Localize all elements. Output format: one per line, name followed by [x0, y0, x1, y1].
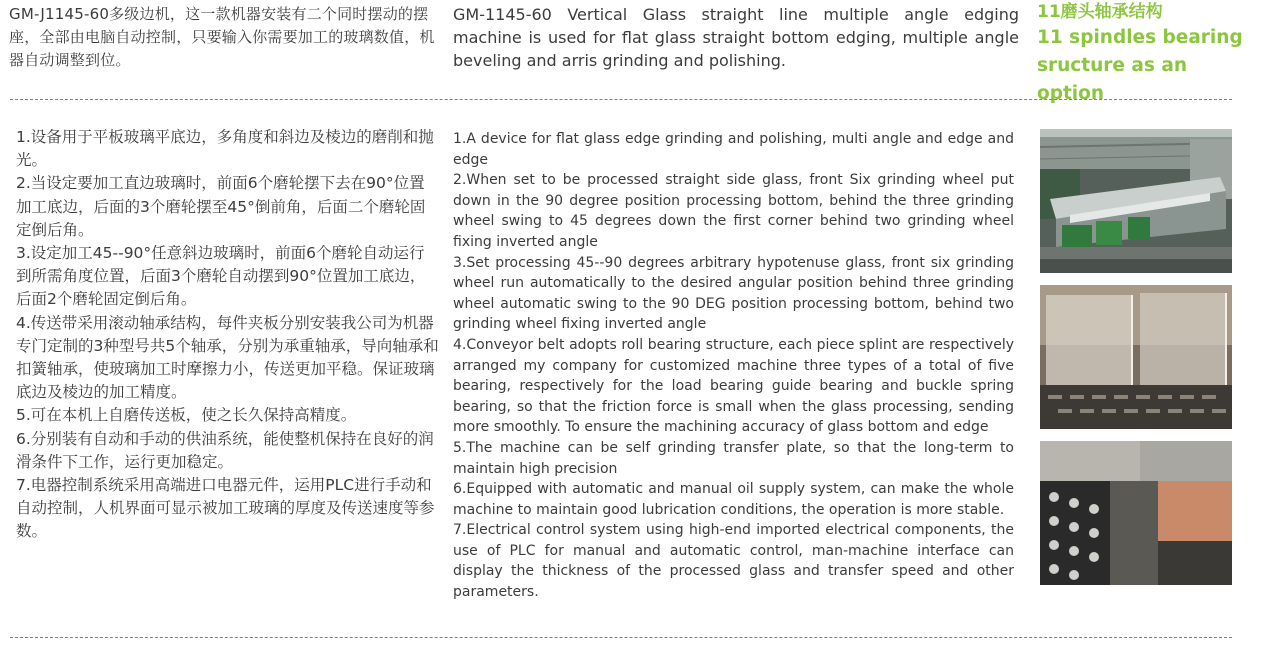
features-list-chinese [16, 126, 440, 544]
feature-zh-3: 3.设定加工45--90°任意斜边玻璃时，前面6个磨轮自动运行到所需角度位置，后面3个磨轮自动摆到90°位置加工底边，后面2个磨轮固定倒后角。 [16, 244, 426, 309]
feature-zh-6: 6.分别装有自动和手动的供油系统，能使整机保持在良好的润滑条件下工作，运行更加稳定。 [16, 429, 434, 471]
feature-zh-7: 7.电器控制系统采用高端进口电器元件，运用PLC进行手动和自动控制，人机界面可显示被加工玻璃的厚度及传送速度等参数。 [16, 476, 435, 541]
feature-en-2: 2.When set to be processed straight side glass, front Six grinding wheel put down in the 90 degree position processing bottom, behind the three grinding wheel swing to 45 degrees down the first corner behind two grinding wheel fixing inverted angle [453, 172, 1014, 250]
feature-zh-4: 4.传送带采用滚动轴承结构，每件夹板分别安装我公司为机器专门定制的3种型号共5个轴承，分别为承重轴承，导向轴承和扣簧轴承，使玻璃加工时摩擦力小，传送更加平稳。保证玻璃底边及棱边的加工精度。 [16, 313, 439, 402]
bearing-chain-photo-image [1040, 441, 1232, 585]
feature-en-3: 3.Set processing 45--90 degrees arbitrary hypotenuse glass, front six grinding wheel run automatically to the desired angular position behind three grinding wheel automatic swing to the 90 DEG position processing bottom, behind two grinding wheel fixing inverted angle [453, 254, 1014, 333]
feature-en-6: 6.Equipped with automatic and manual oil supply system, can make the whole machine to maintain good lubrication conditions, the operation is more stable. [453, 481, 1014, 518]
feature-zh-1: 1.设备用于平板玻璃平底边，多角度和斜边及棱边的磨削和抛光。 [16, 128, 434, 170]
feature-zh-5: 5.可在本机上自磨传送板，使之长久保持高精度。 [16, 406, 357, 425]
machine-photo-image [1040, 129, 1232, 273]
feature-zh-2: 2.当设定要加工直边玻璃时，前面6个磨轮摆下去在90°位置加工底边，后面的3个磨轮摆至45°倒前角，后面二个磨轮固定倒后角。 [16, 174, 426, 239]
feature-en-1: 1.A device for flat glass edge grinding and polishing, multi angle and edge and edge [453, 131, 1014, 168]
glass-conveyor-photo-image [1040, 285, 1232, 429]
spindle-option-tag-chinese: 11磨头轴承结构 [1037, 2, 1163, 22]
feature-en-4: 4.Conveyor belt adopts roll bearing structure, each piece splint are respectively arranged my company for customized machine three types of a total of five bearing, respectively for the load bearing guide bearing and buckle spring bearing, so that the friction force is small when the glass processing, sending more smoothly. To ensure the machining accuracy of glass bottom and edge [453, 336, 1014, 436]
machine-photo [1040, 129, 1232, 273]
bottom-divider [10, 637, 1232, 638]
feature-en-5: 5.The machine can be self grinding transfer plate, so that the long-term to maintain high precision [453, 439, 1014, 477]
bearing-chain-photo [1040, 441, 1232, 585]
top-divider [10, 99, 1232, 100]
feature-en-7: 7.Electrical control system using high-end imported electrical components, the use of PLC for manual and automatic control, man-machine interface can display the thickness of the processed glass and transfer speed and other parameters. [453, 522, 1014, 601]
glass-conveyor-photo [1040, 285, 1232, 429]
spindle-option-tag [1037, 0, 1257, 108]
spindle-option-tag-english: 11 spindles bearing sructure as an option [1037, 27, 1243, 104]
intro-chinese: GM-J1145-60多级边机，这一款机器安装有二个同时摆动的摆座，全部由电脑自动控制，只要输入你需要加工的玻璃数值，机器自动调整到位。 [9, 5, 435, 69]
features-list-english [453, 129, 1014, 603]
intro-english: GM-1145-60 Vertical Glass straight line multiple angle edging machine is used for flat glass straight bottom edging, multiple angle beveling and arris grinding and polishing. [453, 5, 1019, 70]
